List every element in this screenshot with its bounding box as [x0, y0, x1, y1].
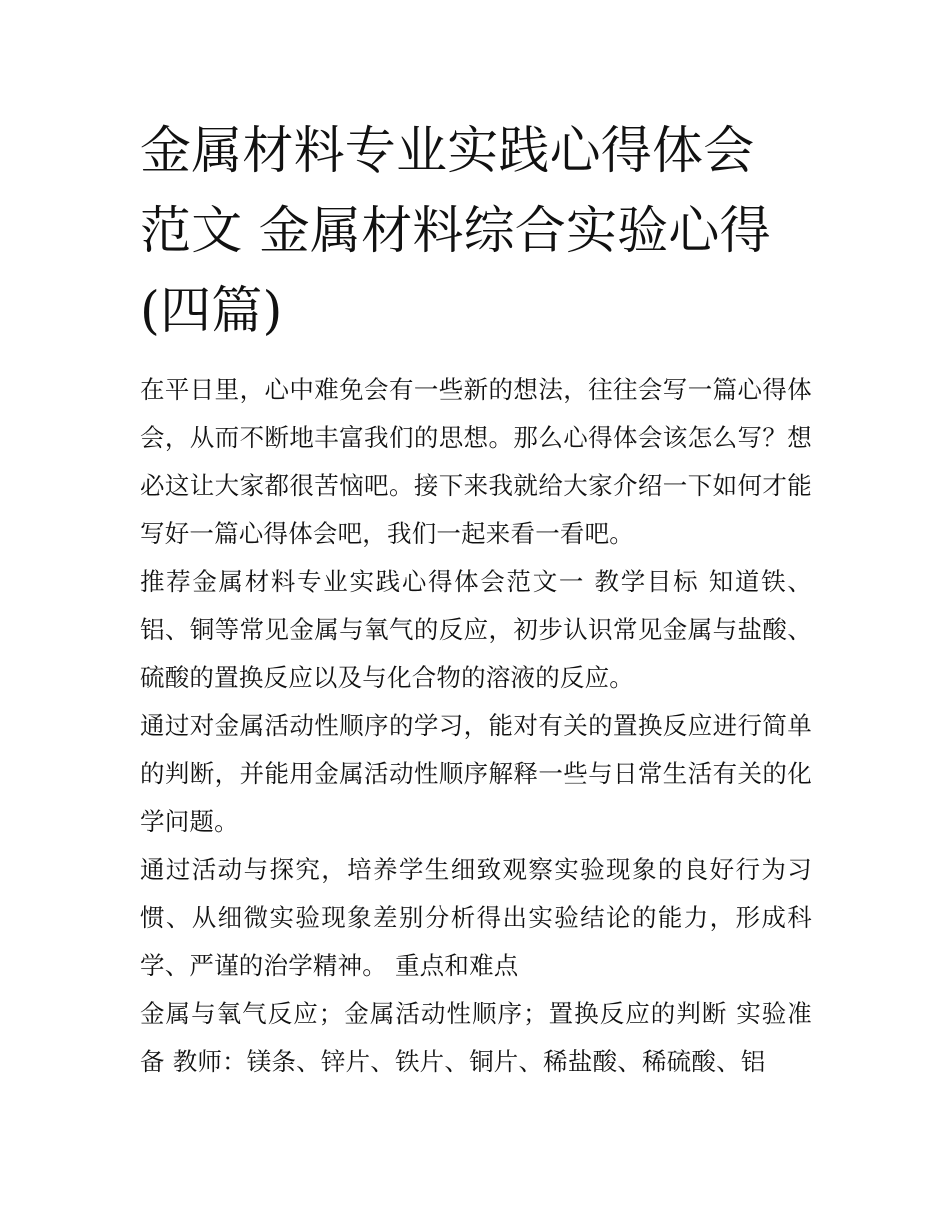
paragraph-key-points: 金属与氧气反应；金属活动性顺序；置换反应的判断 实验准备 教师：镁条、锌片、铁片、铜片、稀盐酸、稀硫酸、铝 — [140, 999, 812, 1076]
document-title: 金属材料专业实践心得体会范文 金属材料综合实验心得(四篇) — [140, 122, 771, 341]
document-body — [140, 366, 812, 1086]
paragraph-teaching-goals: 推荐金属材料专业实践心得体会范文一 教学目标 知道铁、铝、铜等常见金属与氧气的反应，初步认识常见金属与盐酸、硫酸的置换反应以及与化合物的溶液的反应。 — [140, 567, 812, 692]
paragraph-inquiry: 通过活动与探究，培养学生细致观察实验现象的良好行为习惯、从细微实验现象差别分析得出实验结论的能力，形成科学、严谨的治学精神。 重点和难点 — [140, 855, 812, 980]
paragraph-activity-order: 通过对金属活动性顺序的学习，能对有关的置换反应进行简单的判断，并能用金属活动性顺序解释一些与日常生活有关的化学问题。 — [140, 711, 812, 836]
document-page — [140, 112, 812, 1086]
paragraph-intro: 在平日里，心中难免会有一些新的想法，往往会写一篇心得体会，从而不断地丰富我们的思想。那么心得体会该怎么写？想必这让大家都很苦恼吧。接下来我就给大家介绍一下如何才能写好一篇心得体会吧，我们一起来看一看吧。 — [140, 375, 812, 548]
